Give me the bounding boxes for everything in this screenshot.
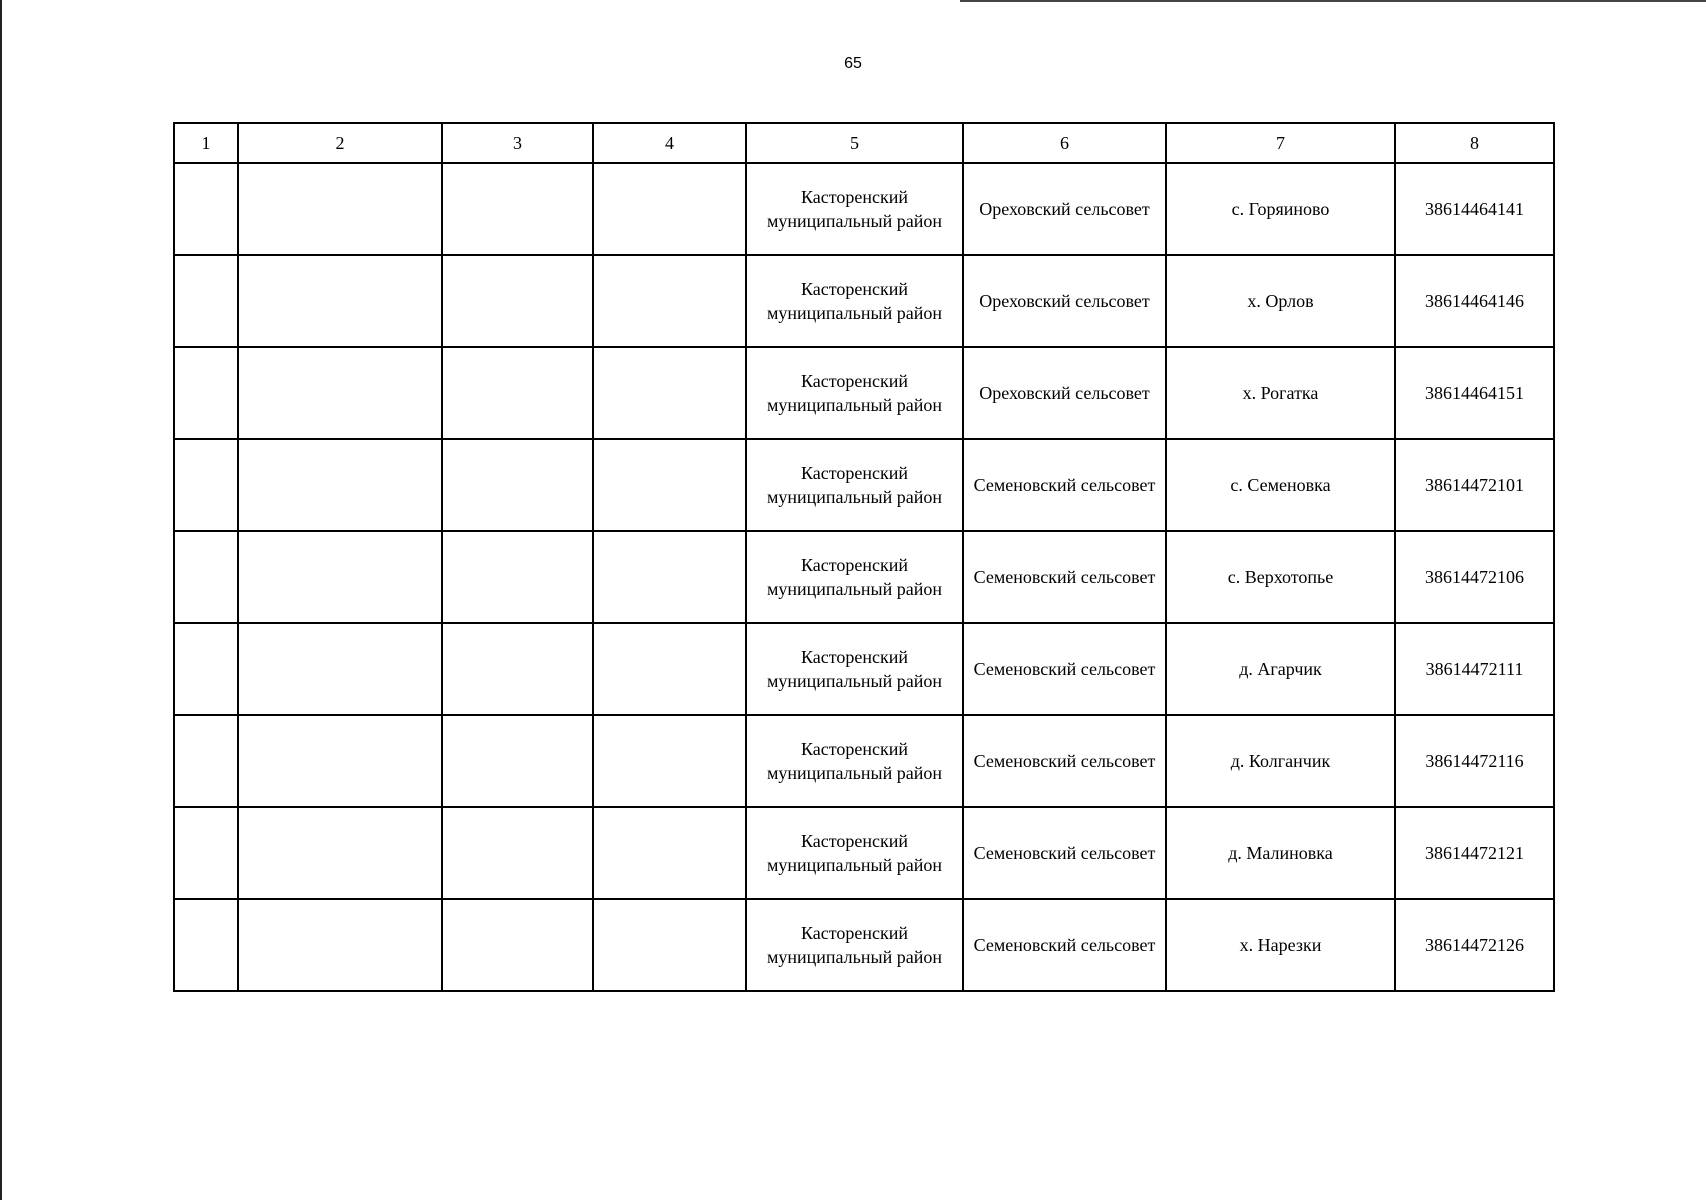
- column-header-3: 3: [442, 123, 593, 163]
- district-type: муниципальный район: [766, 579, 942, 599]
- table-row: [174, 347, 1554, 439]
- empty-cell: [238, 715, 442, 807]
- district-type: муниципальный район: [766, 303, 942, 323]
- district-type: муниципальный район: [766, 487, 942, 507]
- column-header-1: 1: [174, 123, 238, 163]
- empty-cell: [442, 623, 593, 715]
- district-type: муниципальный район: [766, 211, 942, 231]
- empty-cell: [174, 715, 238, 807]
- district-name: Касторенский: [801, 831, 908, 851]
- column-header-6: 6: [963, 123, 1166, 163]
- code-cell: 38614472101: [1395, 439, 1554, 531]
- header-row: [174, 123, 1554, 163]
- empty-cell: [174, 899, 238, 991]
- settlement-cell: с. Семеновка: [1166, 439, 1395, 531]
- council-cell: Семеновский сельсовет: [963, 623, 1166, 715]
- district-name: Касторенский: [801, 371, 908, 391]
- council-cell: Ореховский сельсовет: [963, 347, 1166, 439]
- scan-edge-left: [0, 0, 2, 1200]
- empty-cell: [238, 347, 442, 439]
- district-cell: [746, 439, 963, 531]
- table-row: [174, 807, 1554, 899]
- district-cell: [746, 899, 963, 991]
- empty-cell: [238, 899, 442, 991]
- empty-cell: [593, 255, 746, 347]
- empty-cell: [238, 623, 442, 715]
- district-name: Касторенский: [801, 739, 908, 759]
- code-cell: 38614472106: [1395, 531, 1554, 623]
- table-row: [174, 623, 1554, 715]
- district-name: Касторенский: [801, 923, 908, 943]
- empty-cell: [442, 439, 593, 531]
- settlements-table: [173, 122, 1555, 992]
- empty-cell: [593, 439, 746, 531]
- empty-cell: [442, 807, 593, 899]
- district-name: Касторенский: [801, 647, 908, 667]
- settlement-cell: д. Малиновка: [1166, 807, 1395, 899]
- code-cell: 38614472116: [1395, 715, 1554, 807]
- council-cell: Семеновский сельсовет: [963, 715, 1166, 807]
- code-cell: 38614464141: [1395, 163, 1554, 255]
- page-number: 65: [844, 55, 862, 72]
- settlement-cell: х. Рогатка: [1166, 347, 1395, 439]
- district-type: муниципальный район: [766, 671, 942, 691]
- district-cell: [746, 623, 963, 715]
- empty-cell: [174, 439, 238, 531]
- column-header-8: 8: [1395, 123, 1554, 163]
- district-name: Касторенский: [801, 463, 908, 483]
- empty-cell: [442, 347, 593, 439]
- table-row: [174, 715, 1554, 807]
- district-type: муниципальный район: [766, 395, 942, 415]
- district-type: муниципальный район: [766, 947, 942, 967]
- district-name: Касторенский: [801, 187, 908, 207]
- settlement-cell: с. Горяиново: [1166, 163, 1395, 255]
- settlement-cell: с. Верхотопье: [1166, 531, 1395, 623]
- empty-cell: [442, 163, 593, 255]
- council-cell: Ореховский сельсовет: [963, 255, 1166, 347]
- council-cell: Семеновский сельсовет: [963, 439, 1166, 531]
- code-cell: 38614472126: [1395, 899, 1554, 991]
- empty-cell: [238, 255, 442, 347]
- empty-cell: [593, 623, 746, 715]
- table-row: [174, 163, 1554, 255]
- district-name: Касторенский: [801, 555, 908, 575]
- empty-cell: [238, 531, 442, 623]
- empty-cell: [174, 623, 238, 715]
- district-name: Касторенский: [801, 279, 908, 299]
- column-header-4: 4: [593, 123, 746, 163]
- council-cell: Семеновский сельсовет: [963, 899, 1166, 991]
- column-header-7: 7: [1166, 123, 1395, 163]
- empty-cell: [238, 439, 442, 531]
- table-row: [174, 439, 1554, 531]
- empty-cell: [593, 807, 746, 899]
- scan-edge-top: [960, 0, 1706, 2]
- district-cell: [746, 807, 963, 899]
- empty-cell: [593, 531, 746, 623]
- settlement-cell: д. Колганчик: [1166, 715, 1395, 807]
- empty-cell: [593, 163, 746, 255]
- column-header-5: 5: [746, 123, 963, 163]
- empty-cell: [593, 899, 746, 991]
- empty-cell: [174, 255, 238, 347]
- settlement-cell: х. Орлов: [1166, 255, 1395, 347]
- council-cell: Ореховский сельсовет: [963, 163, 1166, 255]
- settlement-cell: д. Агарчик: [1166, 623, 1395, 715]
- table-row: [174, 531, 1554, 623]
- empty-cell: [174, 347, 238, 439]
- empty-cell: [174, 531, 238, 623]
- empty-cell: [593, 715, 746, 807]
- empty-cell: [442, 715, 593, 807]
- code-cell: 38614464146: [1395, 255, 1554, 347]
- settlement-cell: х. Нарезки: [1166, 899, 1395, 991]
- district-cell: [746, 531, 963, 623]
- table-row: [174, 899, 1554, 991]
- district-cell: [746, 163, 963, 255]
- empty-cell: [174, 807, 238, 899]
- district-cell: [746, 255, 963, 347]
- empty-cell: [174, 163, 238, 255]
- council-cell: Семеновский сельсовет: [963, 807, 1166, 899]
- district-cell: [746, 715, 963, 807]
- code-cell: 38614472121: [1395, 807, 1554, 899]
- empty-cell: [238, 807, 442, 899]
- table-row: [174, 255, 1554, 347]
- code-cell: 38614472111: [1395, 623, 1554, 715]
- district-type: муниципальный район: [766, 855, 942, 875]
- empty-cell: [442, 531, 593, 623]
- district-cell: [746, 347, 963, 439]
- empty-cell: [442, 899, 593, 991]
- empty-cell: [442, 255, 593, 347]
- empty-cell: [593, 347, 746, 439]
- council-cell: Семеновский сельсовет: [963, 531, 1166, 623]
- empty-cell: [238, 163, 442, 255]
- column-header-2: 2: [238, 123, 442, 163]
- district-type: муниципальный район: [766, 763, 942, 783]
- code-cell: 38614464151: [1395, 347, 1554, 439]
